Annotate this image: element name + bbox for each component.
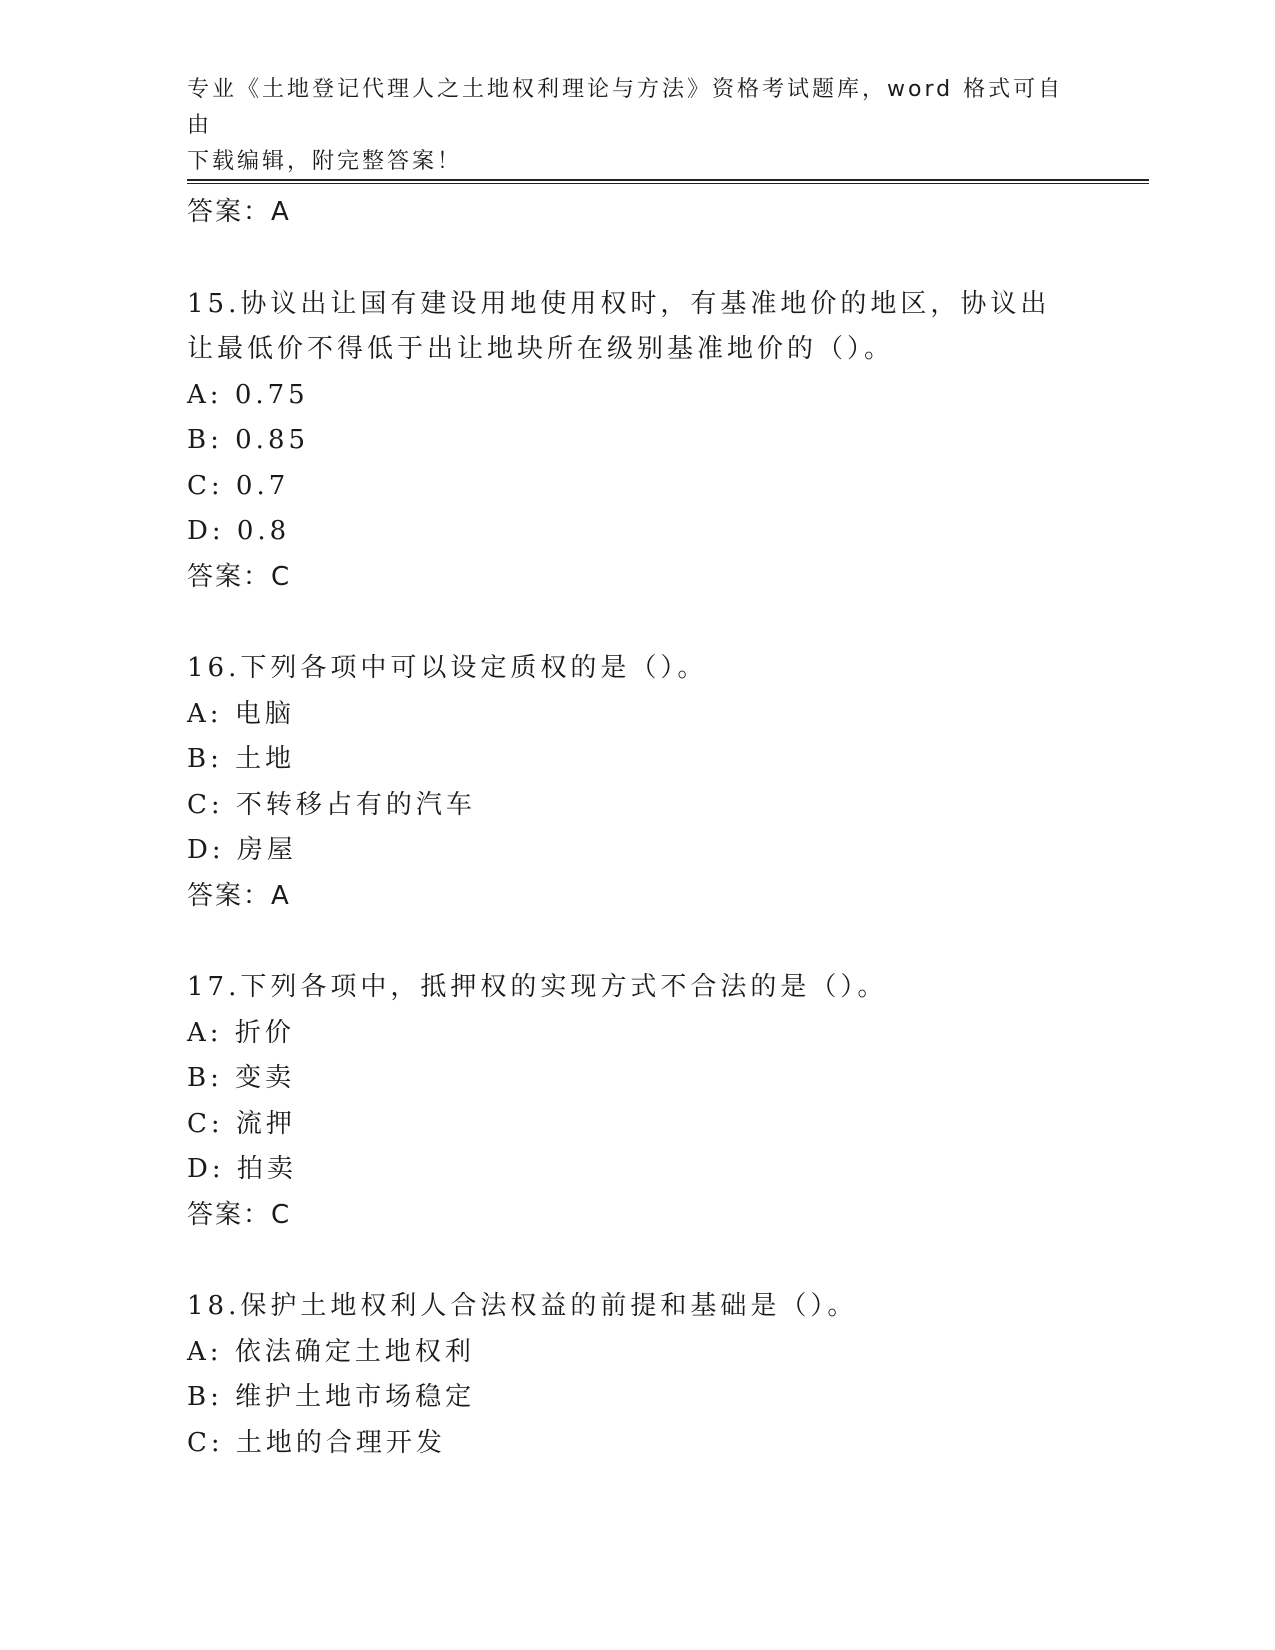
option-c <box>187 464 1149 510</box>
answer: 答案：A <box>187 880 291 911</box>
option-label: C: <box>187 470 224 501</box>
option-label: C: <box>187 789 224 820</box>
option-b <box>187 1056 1149 1102</box>
header-divider-thin <box>187 183 1149 184</box>
option-b <box>187 418 1149 464</box>
option-text: 维护土地市场稳定 <box>235 1382 476 1412</box>
question-text: 协议出让国有建设用地使用权时，有基准地价的地区，协议出让最低价不得低于出让地块所在级别基准地价的（）。 <box>187 288 1051 364</box>
header-divider <box>187 179 1149 181</box>
option-d <box>187 1147 1149 1193</box>
option-label: D: <box>187 835 225 865</box>
answer: 答案：C <box>187 561 292 592</box>
option-label: C: <box>187 1427 224 1458</box>
question-stem <box>187 1284 1067 1330</box>
option-text: 变卖 <box>235 1063 296 1093</box>
document-header <box>187 72 1087 180</box>
question-number: 15. <box>187 288 241 319</box>
option-text: 土地的合理开发 <box>235 1427 446 1458</box>
option-text: 0.75 <box>234 379 309 410</box>
option-text: 0.8 <box>236 516 291 546</box>
option-text: 0.85 <box>235 425 310 455</box>
question-18 <box>187 1284 1149 1466</box>
option-text: 依法确定土地权利 <box>234 1336 475 1367</box>
option-label: D: <box>187 516 225 546</box>
option-c <box>187 1421 1149 1467</box>
option-label: A: <box>187 698 223 729</box>
header-line-2: 下载编辑，附完整答案！ <box>187 149 463 174</box>
spacer <box>187 600 1149 646</box>
answer: 答案：C <box>187 1199 292 1230</box>
question-15 <box>187 282 1149 601</box>
option-a <box>187 1330 1149 1376</box>
option-text: 拍卖 <box>236 1154 297 1184</box>
option-c <box>187 1102 1149 1148</box>
option-a <box>187 692 1149 738</box>
question-stem <box>187 282 1067 373</box>
question-stem <box>187 646 1067 692</box>
option-text: 土地 <box>235 744 296 774</box>
option-label: A: <box>187 379 223 410</box>
option-label: C: <box>187 1108 224 1139</box>
option-label: D: <box>187 1154 225 1184</box>
option-label: B: <box>187 1382 223 1412</box>
question-stem <box>187 965 1067 1011</box>
option-label: B: <box>187 744 223 774</box>
option-c <box>187 783 1149 829</box>
option-text: 不转移占有的汽车 <box>235 789 476 820</box>
option-label: A: <box>187 1017 223 1048</box>
option-text: 0.7 <box>235 470 290 501</box>
option-d <box>187 828 1149 874</box>
question-text: 保护土地权利人合法权益的前提和基础是（）。 <box>240 1291 858 1321</box>
question-number: 18. <box>187 1291 241 1321</box>
option-text: 电脑 <box>234 698 295 729</box>
option-text: 流押 <box>235 1108 296 1139</box>
option-label: B: <box>187 425 223 455</box>
option-d <box>187 509 1149 555</box>
option-a <box>187 373 1149 419</box>
question-16 <box>187 646 1149 919</box>
question-text: 下列各项中，抵押权的实现方式不合法的是（）。 <box>240 972 888 1002</box>
option-b <box>187 1375 1149 1421</box>
spacer <box>187 236 1149 282</box>
option-text: 房屋 <box>236 835 297 865</box>
option-label: A: <box>187 1336 223 1367</box>
header-line-1: 专业《土地登记代理人之土地权利理论与方法》资格考试题库，word 格式可自由 <box>187 77 1064 138</box>
option-b <box>187 737 1149 783</box>
question-number: 17. <box>187 972 241 1002</box>
question-text: 下列各项中可以设定质权的是（）。 <box>240 653 708 683</box>
option-a <box>187 1011 1149 1057</box>
spacer <box>187 919 1149 965</box>
previous-answer: 答案：A <box>187 197 291 227</box>
option-text: 折价 <box>234 1017 295 1048</box>
question-17 <box>187 965 1149 1238</box>
question-number: 16. <box>187 653 241 683</box>
option-label: B: <box>187 1063 223 1093</box>
question-list <box>187 190 1149 1466</box>
spacer <box>187 1238 1149 1284</box>
